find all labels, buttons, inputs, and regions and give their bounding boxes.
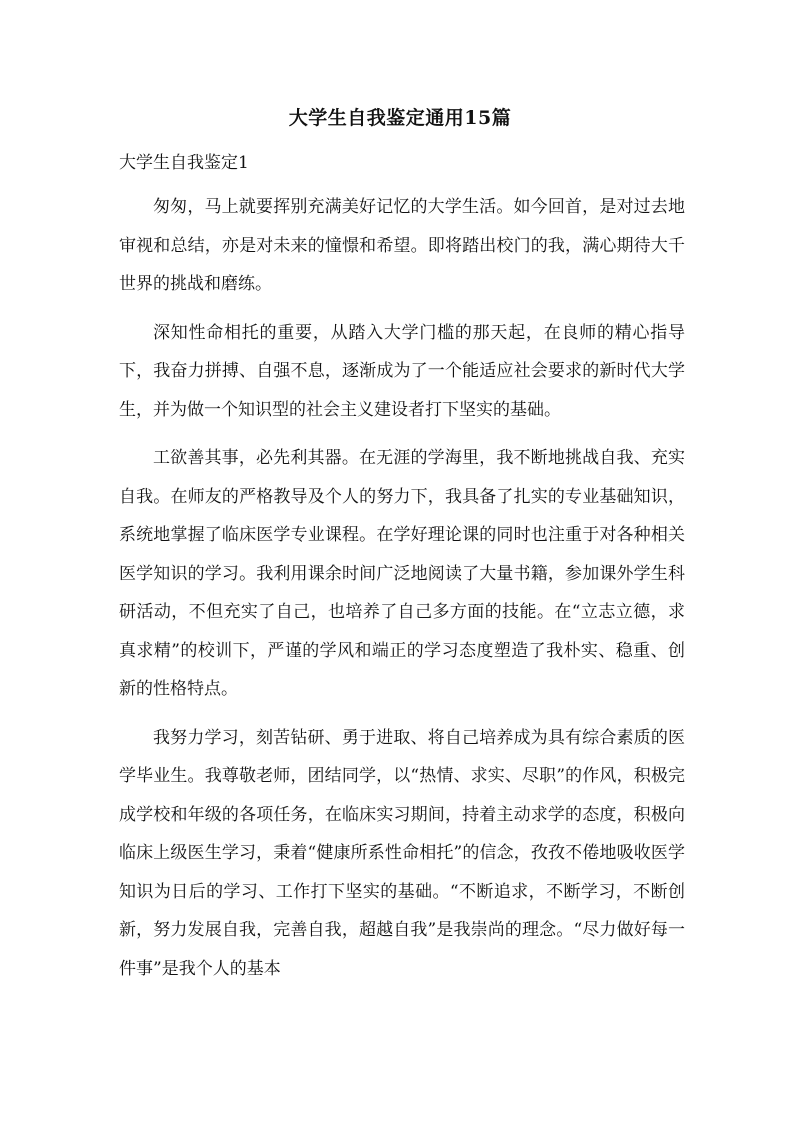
paragraph: 深知性命相托的重要，从踏入大学门槛的那天起，在良师的精心指导下，我奋力拼搏、自强不息，逐渐成为了一个能适应社会要求的新时代大学生，并为做一个知识型的社会主义建设者打下坚实的基础。 — [119, 322, 685, 420]
paragraph: 匆匆，马上就要挥别充满美好记忆的大学生活。如今回首，是对过去地审视和总结，亦是对未来的憧憬和希望。即将踏出校门的我，满心期待大千世界的挑战和磨练。 — [119, 197, 685, 294]
document-body — [119, 188, 685, 998]
paragraph: 工欲善其事，必先利其器。在无涯的学海里，我不断地挑战自我、充实自我。在师友的严格教导及个人的努力下，我具备了扎实的专业基础知识，系统地掌握了临床医学专业课程。在学好理论课的同时也注重于对各种相关医学知识的学习。我利用课余时间广泛地阅读了大量书籍，参加课外学生科研活动，不但充实了自己，也培养了自己多方面的技能。在“立志立德，求真求精”的校训下，严谨的学风和端正的学习态度塑造了我朴实、稳重、创新的性格特点。 — [119, 448, 685, 699]
document-title: 大学生自我鉴定通用15篇 — [288, 107, 512, 129]
paragraph: 我努力学习，刻苦钻研、勇于进取、将自己培养成为具有综合素质的医学毕业生。我尊敬老师，团结同学，以“热情、求实、尽职”的作风，积极完成学校和年级的各项任务，在临床实习期间，持着主动求学的态度，积极向临床上级医生学习，秉着“健康所系性命相托”的信念，孜孜不倦地吸收医学知识为日后的学习、工作打下坚实的基础。“不断追求，不断学习，不断创新，努力发展自我，完善自我，超越自我”是我崇尚的理念。“尽力做好每一件事”是我个人的基本 — [119, 727, 685, 979]
section-heading: 大学生自我鉴定1 — [119, 153, 249, 173]
